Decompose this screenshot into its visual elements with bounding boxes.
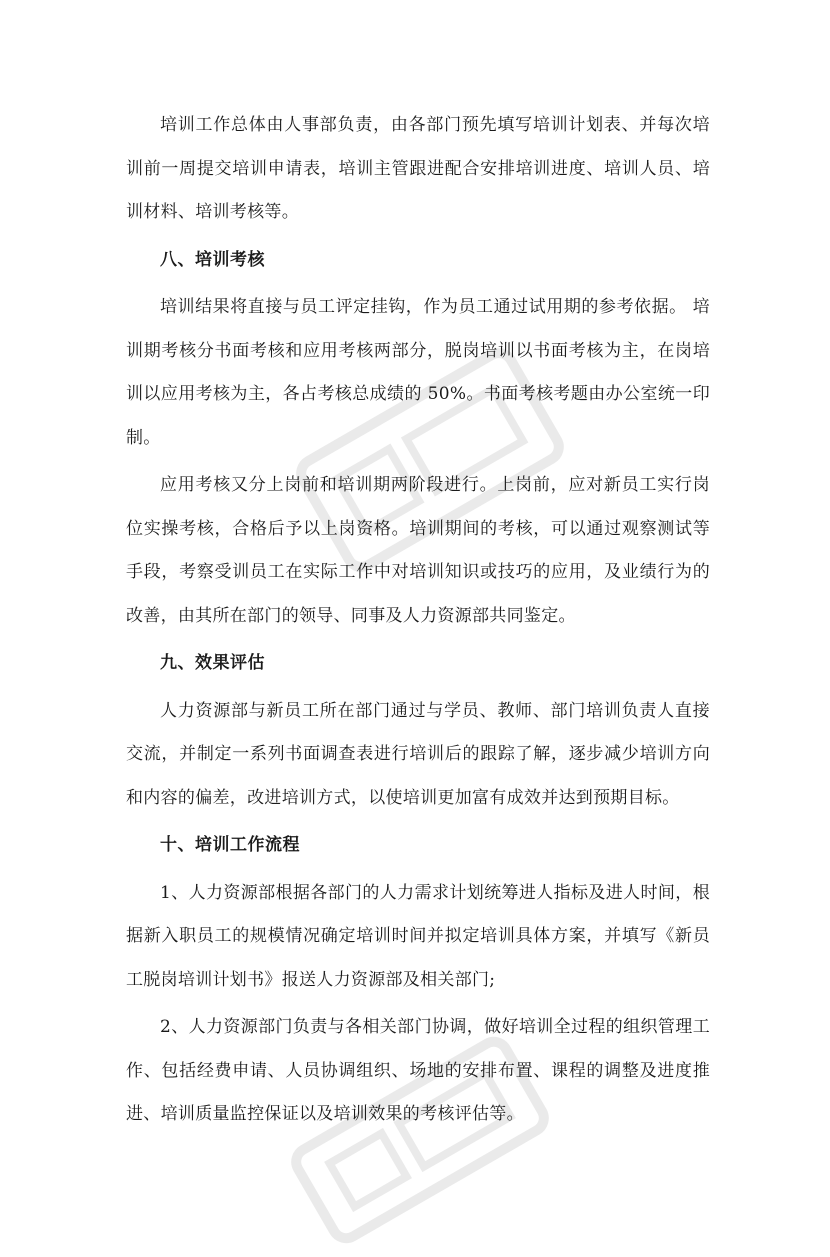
paragraph-training-responsibility: 培训工作总体由人事部负责，由各部门预先填写培训计划表、并每次培训前一周提交培训申请表，培训主管跟进配合安排培训进度、培训人员、培训材料、培训考核等。	[126, 115, 710, 222]
paragraph-applied-assessment: 应用考核又分上岗前和培训期两阶段进行。上岗前，应对新员工实行岗位实操考核，合格后予以上岗资格。培训期间的考核，可以通过观察测试等手段，考察受训员工在实际工作中对培训知识或技巧的应用，及业绩行为的改善，由其所在部门的领导、同事及人力资源部共同鉴定。	[126, 475, 710, 626]
heading-effect-evaluation: 九、效果评估	[160, 653, 265, 673]
heading-training-assessment: 八、培训考核	[160, 249, 265, 270]
paragraph-evaluation-method: 人力资源部与新员工所在部门通过与学员、教师、部门培训负责人直接交流，并制定一系列书面调查表进行培训后的跟踪了解，逐步减少培训方向和内容的偏差，改进培训方式，以使培训更加富有成效并达到预期目标。	[126, 700, 710, 808]
paragraph-workflow-step-2: 2、人力资源部门负责与各相关部门协调，做好培训全过程的组织管理工作、包括经费申请、人员协调组织、场地的安排布置、课程的调整及进度推进、培训质量监控保证以及培训效果的考核评估等。	[126, 1017, 710, 1124]
paragraph-assessment-basis: 培训结果将直接与员工评定挂钩，作为员工通过试用期的参考依据。 培训期考核分书面考核和应用考核两部分，脱岗培训以书面考核为主，在岗培训以应用考核为主，各占考核总成绩的 50%。书面考核考题由办公室统一印制。	[126, 297, 710, 448]
paragraph-workflow-step-1: 1、人力资源部根据各部门的人力需求计划统筹进人指标及进人时间，根据新入职员工的规模情况确定培训时间并拟定培训具体方案，并填写《新员工脱岗培训计划书》报送人力资源部及相关部门;	[126, 882, 710, 990]
document-body	[126, 104, 710, 1137]
heading-training-workflow: 十、培训工作流程	[160, 835, 300, 855]
